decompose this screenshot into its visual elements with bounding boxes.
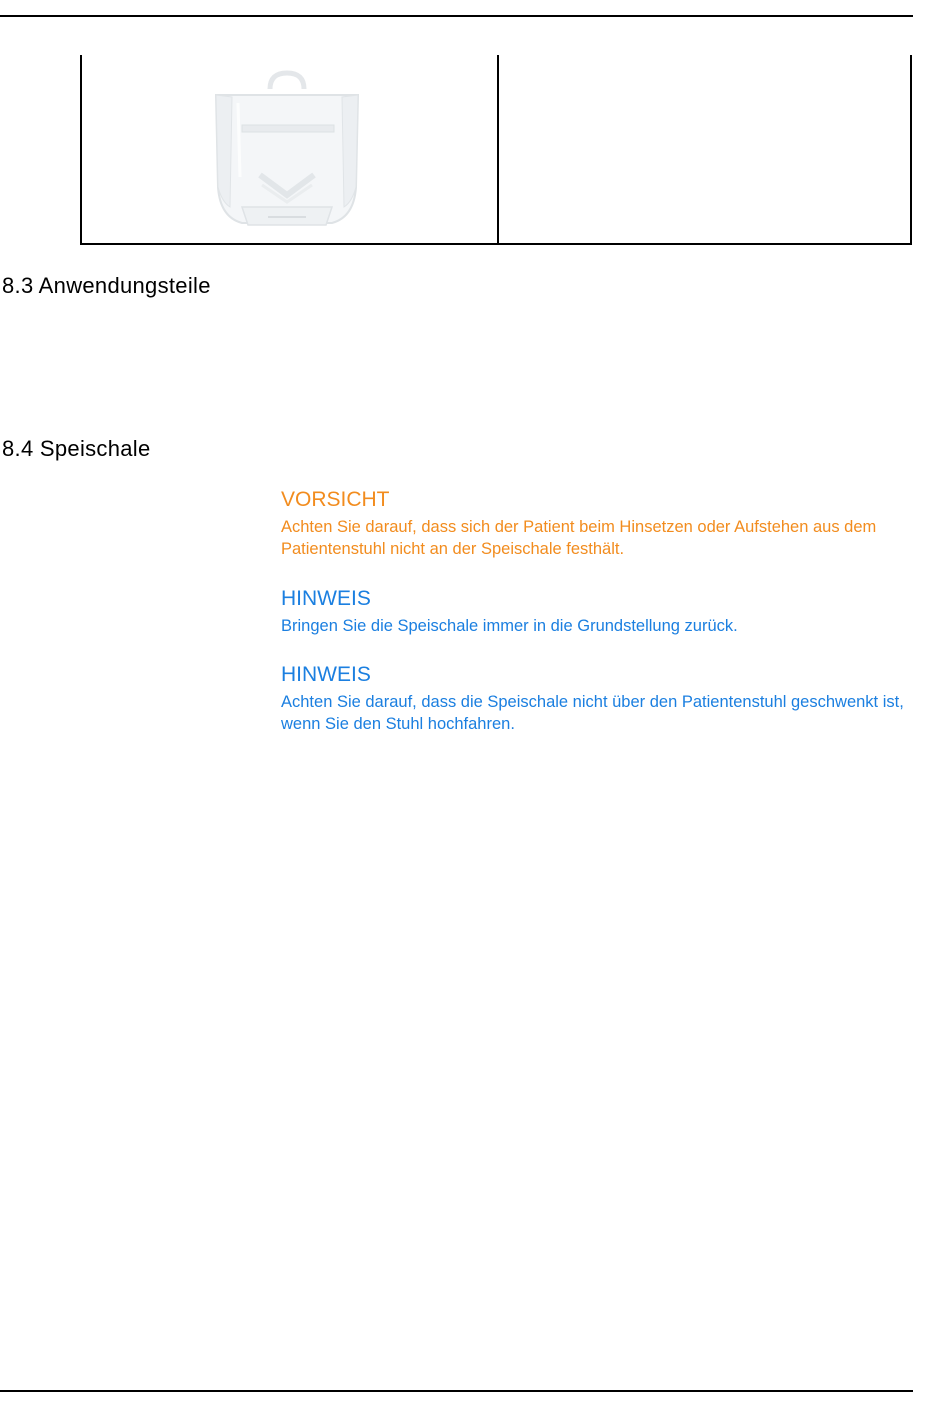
header-rule <box>0 15 913 17</box>
table-cell-empty <box>499 55 910 243</box>
accessory-table-fragment <box>80 55 912 245</box>
note-title-2: HINWEIS <box>281 663 371 686</box>
caution-notice <box>281 488 921 560</box>
note-notice-1 <box>281 587 921 637</box>
table-cell-image <box>82 55 497 243</box>
note-notice-2 <box>281 663 921 735</box>
section-heading-8-4: 8.4 Speischale <box>2 436 151 461</box>
footer-rule <box>0 1390 913 1392</box>
note-text-1: Bringen Sie die Speischale immer in die Grundstellung zurück. <box>281 617 738 635</box>
note-title-1: HINWEIS <box>281 587 371 610</box>
section-heading-8-3: 8.3 Anwendungsteile <box>2 273 211 298</box>
caution-title: VORSICHT <box>281 488 390 511</box>
note-text-2: Achten Sie darauf, dass die Speischale nicht über den Patientenstuhl geschwenkt ist, wenn Sie den Stuhl hochfahren. <box>281 693 904 733</box>
protective-cover-illustration <box>202 67 372 233</box>
caution-text: Achten Sie darauf, dass sich der Patient beim Hinsetzen oder Aufstehen aus dem Patientenstuhl nicht an der Speischale festhält. <box>281 518 877 558</box>
